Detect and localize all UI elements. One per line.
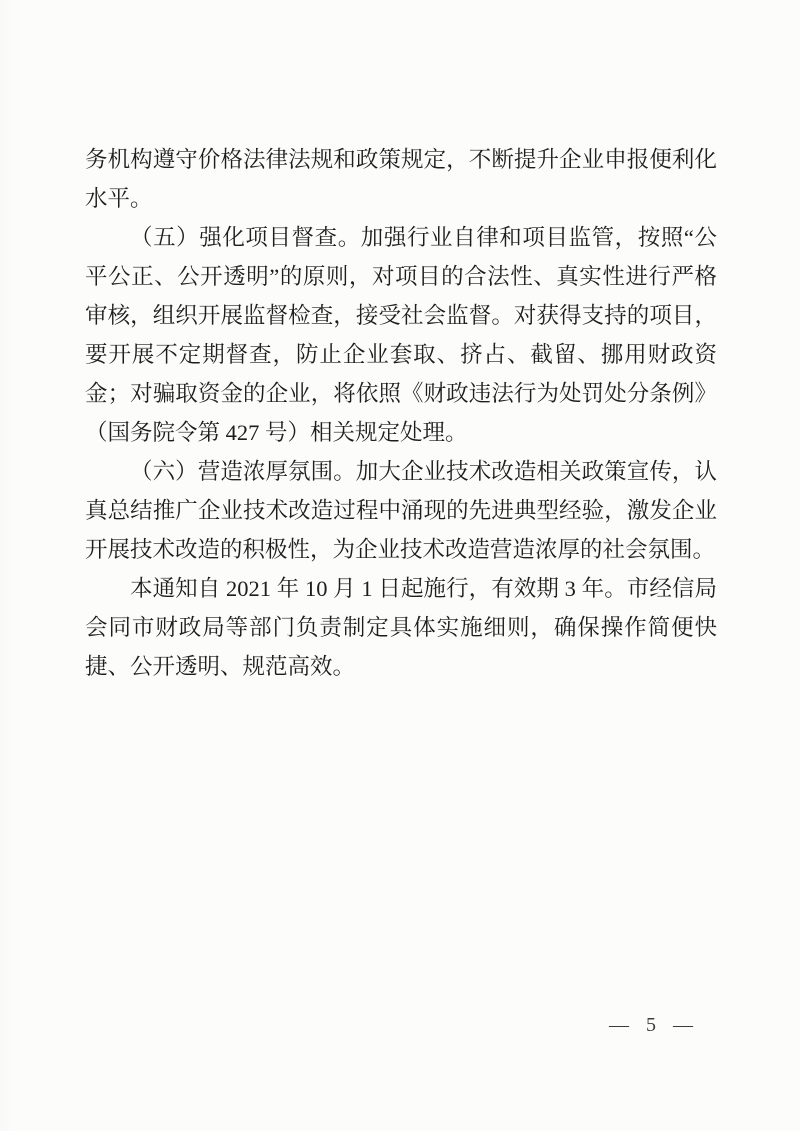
paragraph-continuation: 务机构遵守价格法律法规和政策规定，不断提升企业申报便利化水平。 [85,147,717,211]
document-body [85,140,717,686]
paragraph-section-6: （六）营造浓厚氛围。加大企业技术改造相关政策宣传，认真总结推广企业技术改造过程中涌现的先进典型经验，激发企业开展技术改造的积极性，为企业技术改造营造浓厚的社会氛围。 [85,459,717,562]
paragraph-section-5: （五）强化项目督查。加强行业自律和项目监管，按照“公平公正、公开透明”的原则，对项目的合法性、真实性进行严格审核，组织开展监督检查，接受社会监督。对获得支持的项目，要开展不定期督查，防止企业套取、挤占、截留、挪用财政资金；对骗取资金的企业，将依照《财政违法行为处罚处分条例》（国务院令第 427 号）相关规定处理。 [85,225,717,445]
page-number: — 5 — [609,1014,696,1036]
paragraph-effective-date: 本通知自 2021 年 10 月 1 日起施行，有效期 3 年。市经信局会同市财政局等部门负责制定具体实施细则，确保操作简便快捷、公开透明、规范高效。 [85,576,717,679]
